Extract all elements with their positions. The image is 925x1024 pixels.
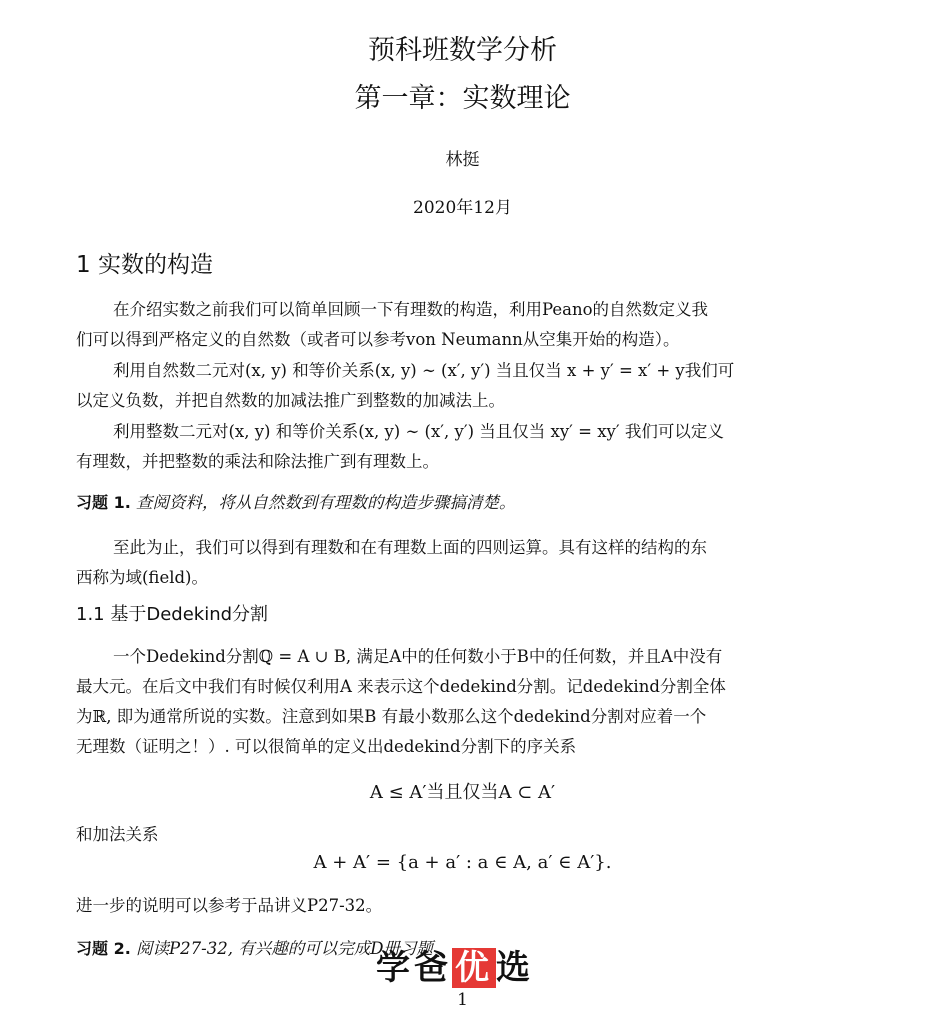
date: 2020年12月 [413, 198, 512, 218]
section-heading: 1 实数的构造 [76, 252, 213, 278]
paragraph-line: 们可以得到严格定义的自然数（或者可以参考von Neumann从空集开始的构造）。 [76, 330, 680, 349]
author: 林挺 [445, 150, 480, 170]
paragraph-line: 利用整数二元对(x, y) 和等价关系(x, y) ∼ (x′, y′) 当且仅当 xy′ = xy′ 我们可以定义 [113, 422, 724, 441]
exercise-label: 习题 1. [76, 493, 131, 512]
paragraph-line: 一个Dedekind分割ℚ = A ∪ B, 满足A中的任何数小于B中的任何数，并且A中没有 [113, 647, 723, 666]
chapter-title: 第一章：实数理论 [354, 83, 571, 114]
document-title: 预科班数学分析 [368, 35, 557, 66]
page-number: 1 [457, 990, 468, 1010]
paragraph-line: 至此为止，我们可以得到有理数和在有理数上面的四则运算。具有这样的结构的东 [113, 538, 707, 557]
exercise-1 [76, 488, 516, 518]
paragraph-line: 进一步的说明可以参考于品讲义P27-32。 [76, 896, 383, 915]
paragraph-line: 西称为域(field)。 [76, 568, 208, 587]
paragraph-line: 最大元。在后文中我们有时候仅利用A 来表示这个dedekind分割。记dedekind分割全体 [76, 677, 726, 696]
exercise-body: 阅读P27-32, 有兴趣的可以完成D册习题 [136, 939, 433, 958]
paragraph-line: 以定义负数，并把自然数的加减法推广到整数的加减法上。 [76, 391, 505, 410]
equation-addition: A + A′ = {a + a′ : a ∈ A, a′ ∈ A′}. [313, 852, 612, 873]
subsection-heading: 1.1 基于Dedekind分割 [76, 604, 269, 625]
paragraph-line: 为ℝ, 即为通常所说的实数。注意到如果B 有最小数那么这个dedekind分割对应着一个 [76, 707, 707, 726]
equation-order: A ≤ A′当且仅当A ⊂ A′ [369, 782, 556, 803]
paragraph-line: 和加法关系 [76, 825, 159, 844]
paragraph-line: 无理数（证明之！）. 可以很简单的定义出dedekind分割下的序关系 [76, 737, 577, 756]
watermark-logo: 学爸优选 [376, 948, 534, 988]
exercise-body: 查阅资料，将从自然数到有理数的构造步骤搞清楚。 [136, 493, 516, 512]
paragraph-line: 有理数，并把整数的乘法和除法推广到有理数上。 [76, 452, 439, 471]
paragraph-line: 在介绍实数之前我们可以简单回顾一下有理数的构造，利用Peano的自然数定义我 [113, 300, 709, 319]
exercise-label: 习题 2. [76, 939, 131, 958]
paragraph-line: 利用自然数二元对(x, y) 和等价关系(x, y) ∼ (x′, y′) 当且仅当 x + y′ = x′ + y我们可 [113, 361, 735, 380]
